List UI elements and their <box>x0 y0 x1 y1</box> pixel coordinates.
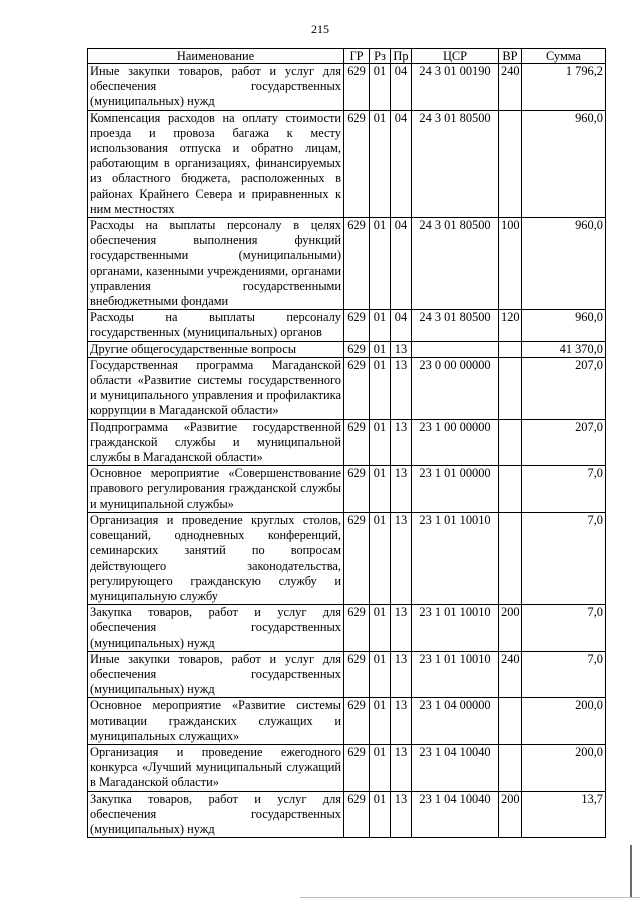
cell-gr: 629 <box>344 466 370 513</box>
cell-pr: 13 <box>391 651 412 698</box>
cell-csr: 24 3 01 80500 <box>412 310 499 341</box>
cell-csr <box>412 341 499 357</box>
cell-pr: 13 <box>391 419 412 466</box>
col-header-pr: Пр <box>391 49 412 64</box>
cell-gr: 629 <box>344 341 370 357</box>
table-body <box>88 64 606 838</box>
cell-sum: 960,0 <box>522 310 606 341</box>
cell-gr: 629 <box>344 512 370 604</box>
col-header-name: Наименование <box>88 49 344 64</box>
cell-sum: 200,0 <box>522 698 606 745</box>
cell-name: Закупка товаров, работ и услуг для обеспечения государственных (муниципальных) нужд <box>88 791 344 838</box>
scan-edge-mark <box>630 845 632 897</box>
cell-pr: 13 <box>391 791 412 838</box>
cell-vr <box>499 466 522 513</box>
cell-pr: 13 <box>391 357 412 419</box>
table-row <box>88 64 606 111</box>
table-row <box>88 512 606 604</box>
cell-name: Государственная программа Магаданской области «Развитие системы государственного и муниципального управления и профилактика коррупции в Магаданской области» <box>88 357 344 419</box>
cell-rz: 01 <box>370 310 391 341</box>
cell-name: Организация и проведение ежегодного конкурса «Лучший муниципальный служащий в Магаданской области» <box>88 744 344 791</box>
header-row <box>88 49 606 64</box>
cell-csr: 23 1 04 00000 <box>412 698 499 745</box>
cell-gr: 629 <box>344 64 370 111</box>
cell-sum: 41 370,0 <box>522 341 606 357</box>
cell-gr: 629 <box>344 605 370 652</box>
cell-sum: 1 796,2 <box>522 64 606 111</box>
cell-name: Расходы на выплаты персоналу государственных (муниципальных) органов <box>88 310 344 341</box>
cell-csr: 23 1 01 10010 <box>412 605 499 652</box>
cell-vr <box>499 512 522 604</box>
table-row <box>88 651 606 698</box>
cell-sum: 207,0 <box>522 419 606 466</box>
cell-vr <box>499 744 522 791</box>
cell-gr: 629 <box>344 310 370 341</box>
cell-rz: 01 <box>370 64 391 111</box>
table-row <box>88 310 606 341</box>
cell-vr <box>499 698 522 745</box>
cell-rz: 01 <box>370 341 391 357</box>
cell-vr <box>499 110 522 217</box>
cell-pr: 13 <box>391 605 412 652</box>
cell-sum: 7,0 <box>522 466 606 513</box>
cell-name: Расходы на выплаты персоналу в целях обеспечения выполнения функций государственными (муниципальными) органами, казенными учреждениями, органами управления государственными внебюджетными фондами <box>88 218 344 310</box>
cell-csr: 23 1 01 00000 <box>412 466 499 513</box>
cell-csr: 23 1 01 10010 <box>412 651 499 698</box>
col-header-rz: Рз <box>370 49 391 64</box>
cell-name: Подпрограмма «Развитие государственной гражданской службы и муниципальной службы в Магаданской области» <box>88 419 344 466</box>
table-row <box>88 218 606 310</box>
cell-name: Иные закупки товаров, работ и услуг для обеспечения государственных (муниципальных) нужд <box>88 651 344 698</box>
cell-csr: 23 0 00 00000 <box>412 357 499 419</box>
cell-sum: 7,0 <box>522 651 606 698</box>
cell-rz: 01 <box>370 605 391 652</box>
cell-name: Компенсация расходов на оплату стоимости проезда и провоза багажа к месту использования отпуска и обратно лицам, работающим в организациях, финансируемых из областного бюджета, расположенных в районах Крайнего Севера и приравненных к ним местностях <box>88 110 344 217</box>
cell-pr: 04 <box>391 64 412 111</box>
cell-name: Основное мероприятие «Совершенствование правового регулирования гражданской службы и муниципальной службы» <box>88 466 344 513</box>
cell-name: Закупка товаров, работ и услуг для обеспечения государственных (муниципальных) нужд <box>88 605 344 652</box>
cell-rz: 01 <box>370 512 391 604</box>
cell-pr: 13 <box>391 466 412 513</box>
cell-sum: 200,0 <box>522 744 606 791</box>
cell-gr: 629 <box>344 744 370 791</box>
cell-rz: 01 <box>370 698 391 745</box>
cell-pr: 04 <box>391 110 412 217</box>
cell-gr: 629 <box>344 218 370 310</box>
col-header-sum: Сумма <box>522 49 606 64</box>
page-number: 215 <box>311 22 329 36</box>
scan-bottom-line <box>300 897 640 898</box>
cell-vr: 100 <box>499 218 522 310</box>
table-row <box>88 419 606 466</box>
cell-csr: 24 3 01 80500 <box>412 110 499 217</box>
cell-gr: 629 <box>344 791 370 838</box>
cell-name: Иные закупки товаров, работ и услуг для обеспечения государственных (муниципальных) нужд <box>88 64 344 111</box>
cell-name: Другие общегосударственные вопросы <box>88 341 344 357</box>
cell-pr: 13 <box>391 744 412 791</box>
table-row <box>88 605 606 652</box>
cell-name: Организация и проведение круглых столов, совещаний, однодневных конференций, семинарских занятий по вопросам действующего законодательства, регулирующего гражданскую службу и муниципальную службу <box>88 512 344 604</box>
cell-rz: 01 <box>370 218 391 310</box>
cell-sum: 960,0 <box>522 110 606 217</box>
cell-vr <box>499 419 522 466</box>
cell-sum: 7,0 <box>522 512 606 604</box>
cell-name: Основное мероприятие «Развитие системы мотивации гражданских служащих и муниципальных служащих» <box>88 698 344 745</box>
cell-rz: 01 <box>370 651 391 698</box>
cell-sum: 7,0 <box>522 605 606 652</box>
cell-sum: 207,0 <box>522 357 606 419</box>
cell-rz: 01 <box>370 791 391 838</box>
cell-gr: 629 <box>344 357 370 419</box>
cell-pr: 13 <box>391 698 412 745</box>
cell-gr: 629 <box>344 419 370 466</box>
table-row <box>88 791 606 838</box>
cell-vr: 120 <box>499 310 522 341</box>
table-row <box>88 341 606 357</box>
table-row <box>88 698 606 745</box>
cell-rz: 01 <box>370 357 391 419</box>
col-header-gr: ГР <box>344 49 370 64</box>
cell-gr: 629 <box>344 110 370 217</box>
budget-table <box>87 48 606 838</box>
cell-gr: 629 <box>344 698 370 745</box>
cell-pr: 04 <box>391 218 412 310</box>
col-header-csr: ЦСР <box>412 49 499 64</box>
cell-pr: 13 <box>391 341 412 357</box>
cell-rz: 01 <box>370 419 391 466</box>
table-row <box>88 466 606 513</box>
cell-csr: 23 1 04 10040 <box>412 791 499 838</box>
cell-csr: 23 1 04 10040 <box>412 744 499 791</box>
table-row <box>88 110 606 217</box>
cell-pr: 04 <box>391 310 412 341</box>
cell-vr <box>499 357 522 419</box>
cell-gr: 629 <box>344 651 370 698</box>
cell-rz: 01 <box>370 744 391 791</box>
cell-vr <box>499 341 522 357</box>
cell-rz: 01 <box>370 466 391 513</box>
col-header-vr: ВР <box>499 49 522 64</box>
cell-rz: 01 <box>370 110 391 217</box>
cell-sum: 13,7 <box>522 791 606 838</box>
cell-vr: 200 <box>499 791 522 838</box>
cell-pr: 13 <box>391 512 412 604</box>
cell-sum: 960,0 <box>522 218 606 310</box>
cell-vr: 240 <box>499 64 522 111</box>
cell-vr: 240 <box>499 651 522 698</box>
table-row <box>88 744 606 791</box>
cell-csr: 24 3 01 00190 <box>412 64 499 111</box>
cell-csr: 23 1 01 10010 <box>412 512 499 604</box>
table-row <box>88 357 606 419</box>
cell-csr: 23 1 00 00000 <box>412 419 499 466</box>
cell-vr: 200 <box>499 605 522 652</box>
cell-csr: 24 3 01 80500 <box>412 218 499 310</box>
